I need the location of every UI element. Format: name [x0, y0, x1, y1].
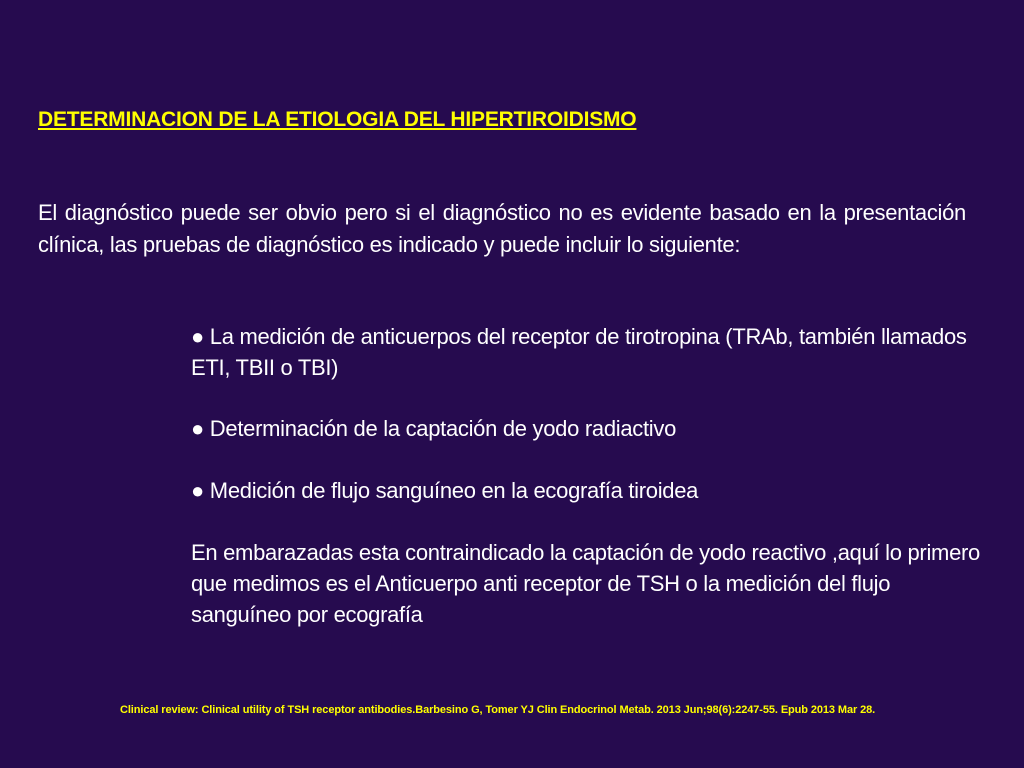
slide-title: DETERMINACION DE LA ETIOLOGIA DEL HIPERTIROIDISMO: [38, 108, 637, 131]
bullet-item-iodine-uptake: ● Determinación de la captación de yodo radiactivo: [191, 416, 677, 441]
citation: Clinical review: Clinical utility of TSH receptor antibodies.Barbesino G, Tomer YJ Clin Endocrinol Metab. 2013 Jun;98(6):2247-55. Epub 2013 Mar 28.: [120, 704, 876, 716]
bullet-item-blood-flow: ● Medición de flujo sanguíneo en la ecografía tiroidea: [191, 478, 699, 503]
intro-paragraph: El diagnóstico puede ser obvio pero si el diagnóstico no es evidente basado en la presentación clínica, las pruebas de diagnóstico es indicado y puede incluir lo siguiente:: [38, 200, 966, 257]
pregnancy-note: En embarazadas esta contraindicado la captación de yodo reactivo ,aquí lo primero que medimos es el Anticuerpo anti receptor de TSH o la medición del flujo sanguíneo por ecografía: [191, 540, 980, 627]
bullet-item-trab: ● La medición de anticuerpos del receptor de tirotropina (TRAb, también llamados ETI, TBII o TBI): [191, 324, 967, 380]
